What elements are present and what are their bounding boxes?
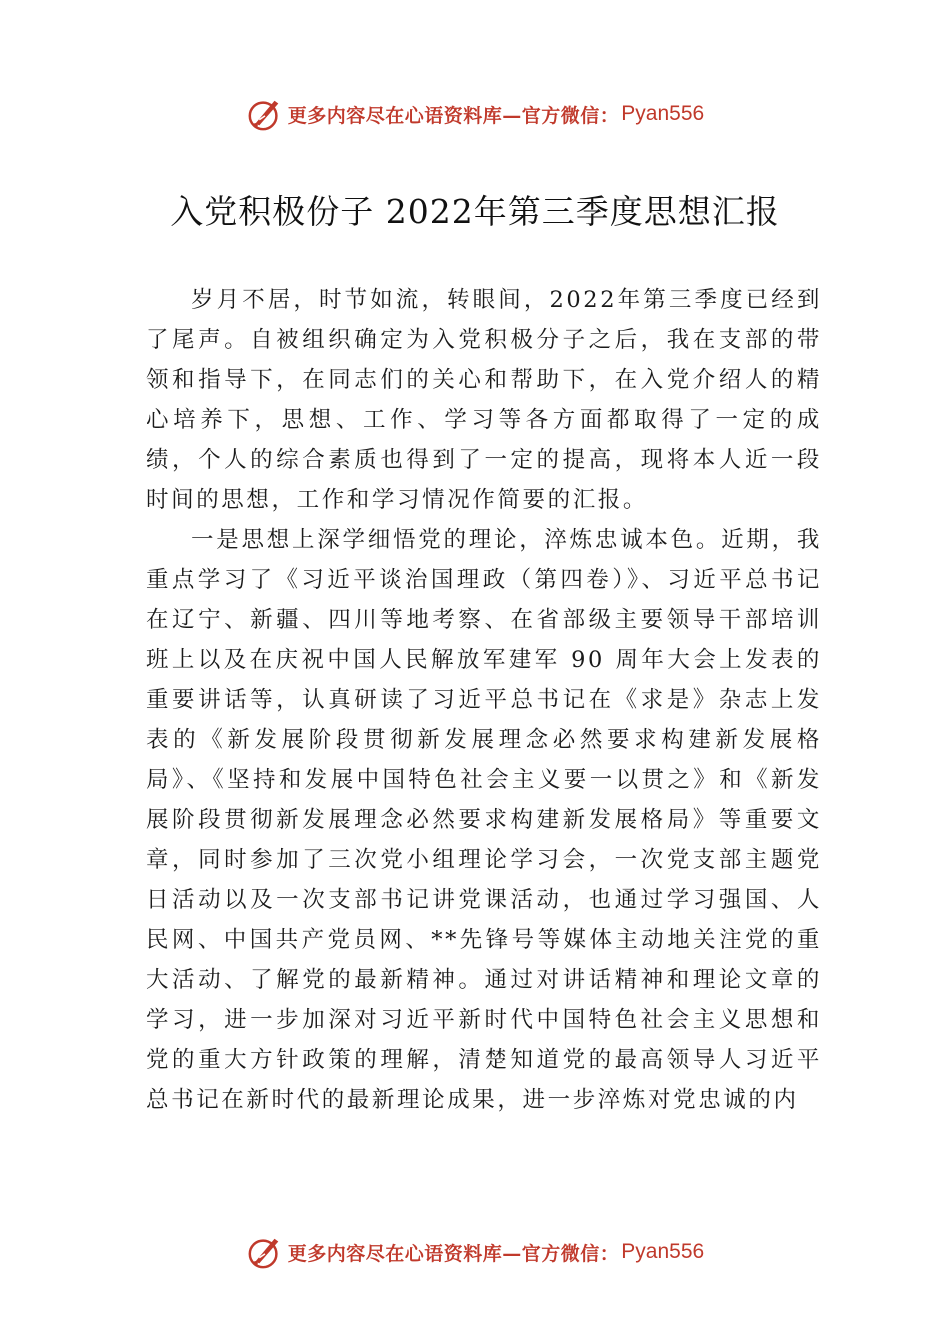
banner-wechat-id: Pyan556 xyxy=(621,1240,705,1263)
banner-text: 更多内容尽在心语资料库—官方微信： xyxy=(287,1242,620,1265)
paragraph: 岁月不居，时节如流，转眼间，2022年第三季度已经到了尾声。自被组织确定为入党积极分子之后，我在支部的带领和指导下，在同志们的关心和帮助下，在入党介绍人的精心培养下，思想、工作、学习等各方面都取得了一定的成绩，个人的综合素质也得到了一定的提高，现将本人近一段时间的思想，工作和学习情况作简要的汇报。 xyxy=(146,287,822,513)
document-body xyxy=(146,280,822,1120)
banner-wechat-id: Pyan556 xyxy=(621,102,705,125)
footer-banner xyxy=(0,1232,950,1272)
banner-text: 更多内容尽在心语资料库—官方微信： xyxy=(287,104,620,127)
header-banner xyxy=(0,94,950,134)
document-title: 入党积极份子 2022年第三季度思想汇报 xyxy=(170,192,780,231)
paragraph: 一是思想上深学细悟党的理论，淬炼忠诚本色。近期，我重点学习了《习近平谈治国理政（第四卷）》、习近平总书记在辽宁、新疆、四川等地考察、在省部级主要领导干部培训班上以及在庆祝中国人民解放军建军 90 周年大会上发表的重要讲话等，认真研读了习近平总书记在《求是》杂志上发表的《新发展阶段贯彻新发展理念必然要求构建新发展格局》、《坚持和发展中国特色社会主义要一以贯之》和《新发展阶段贯彻新发展理念必然要求构建新发展格局》等重要文章，同时参加了三次党小组理论学习会，一次党支部主题党日活动以及一次支部书记讲党课活动，也通过学习强国、人民网、中国共产党员网、**先锋号等媒体主动地关注党的重大活动、了解党的最新精神。通过对讲话精神和理论文章的学习，进一步加深对习近平新时代中国特色社会主义思想和党的重大方针政策的理解，清楚知道党的最高领导人习近平总书记在新时代的最新理论成果，进一步淬炼对党忠诚的内 xyxy=(146,527,822,1113)
quill-seal-icon xyxy=(246,1233,284,1271)
quill-seal-icon xyxy=(246,95,284,133)
